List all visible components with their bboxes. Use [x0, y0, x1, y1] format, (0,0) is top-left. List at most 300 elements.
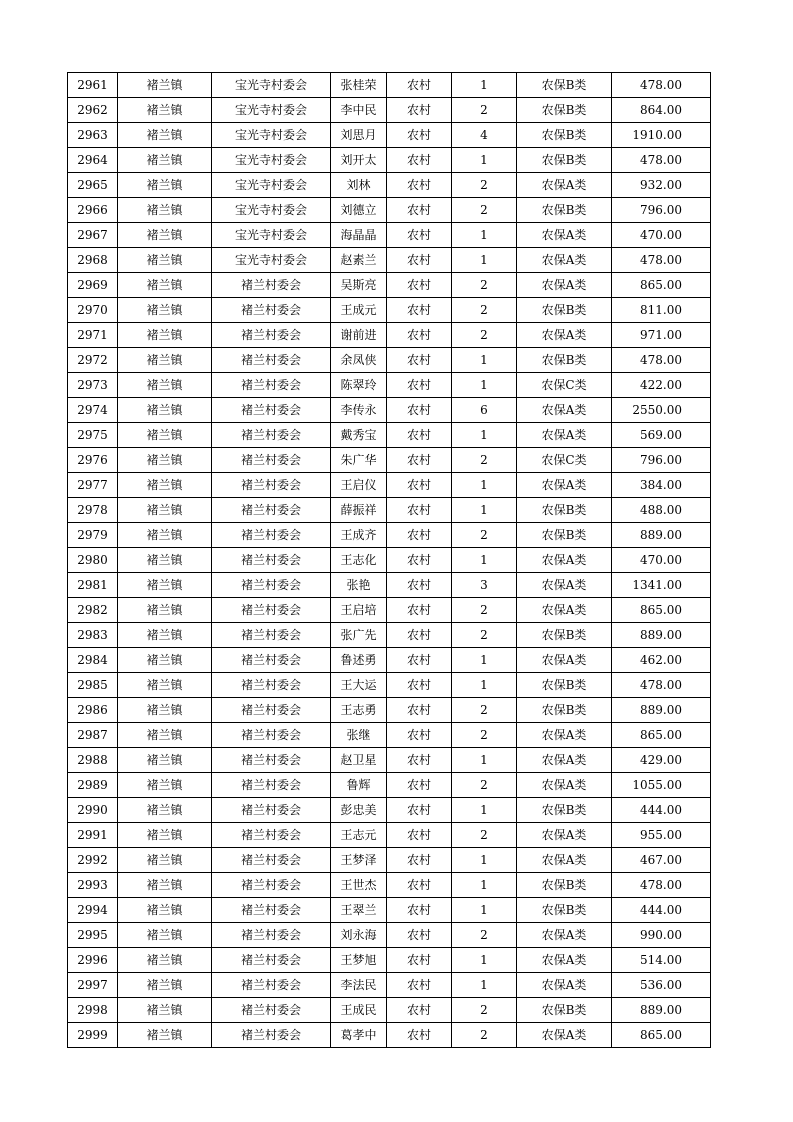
name-cell: 李传永 — [331, 398, 387, 423]
household-type-cell: 农村 — [387, 223, 452, 248]
name-cell: 王翠兰 — [331, 898, 387, 923]
insurance-category-cell: 农保A类 — [517, 248, 612, 273]
name-cell: 薛振祥 — [331, 498, 387, 523]
name-cell: 王梦泽 — [331, 848, 387, 873]
insurance-category-cell: 农保B类 — [517, 148, 612, 173]
row-number: 2985 — [68, 673, 118, 698]
amount-cell: 422.00 — [612, 373, 711, 398]
town-cell: 褚兰镇 — [118, 748, 212, 773]
row-number: 2965 — [68, 173, 118, 198]
village-committee-cell: 褚兰村委会 — [212, 998, 331, 1023]
amount-cell: 889.00 — [612, 623, 711, 648]
amount-cell: 462.00 — [612, 648, 711, 673]
town-cell: 褚兰镇 — [118, 398, 212, 423]
table-row — [68, 273, 711, 298]
town-cell: 褚兰镇 — [118, 848, 212, 873]
village-committee-cell: 褚兰村委会 — [212, 1023, 331, 1048]
insurance-category-cell: 农保B类 — [517, 798, 612, 823]
village-committee-cell: 宝光寺村委会 — [212, 123, 331, 148]
table-row — [68, 948, 711, 973]
records-table-body — [68, 73, 711, 1048]
member-count-cell: 2 — [452, 198, 517, 223]
member-count-cell: 2 — [452, 698, 517, 723]
town-cell: 褚兰镇 — [118, 723, 212, 748]
row-number: 2996 — [68, 948, 118, 973]
table-row — [68, 898, 711, 923]
table-row — [68, 598, 711, 623]
table-row — [68, 198, 711, 223]
insurance-category-cell: 农保B类 — [517, 348, 612, 373]
town-cell: 褚兰镇 — [118, 548, 212, 573]
row-number: 2971 — [68, 323, 118, 348]
row-number: 2968 — [68, 248, 118, 273]
table-row — [68, 123, 711, 148]
insurance-category-cell: 农保A类 — [517, 423, 612, 448]
insurance-category-cell: 农保A类 — [517, 848, 612, 873]
row-number: 2986 — [68, 698, 118, 723]
town-cell: 褚兰镇 — [118, 123, 212, 148]
household-type-cell: 农村 — [387, 298, 452, 323]
records-table — [67, 72, 711, 1048]
row-number: 2995 — [68, 923, 118, 948]
village-committee-cell: 褚兰村委会 — [212, 873, 331, 898]
name-cell: 鲁辉 — [331, 773, 387, 798]
amount-cell: 444.00 — [612, 798, 711, 823]
name-cell: 王启仪 — [331, 473, 387, 498]
village-committee-cell: 褚兰村委会 — [212, 848, 331, 873]
household-type-cell: 农村 — [387, 673, 452, 698]
name-cell: 张桂荣 — [331, 73, 387, 98]
amount-cell: 864.00 — [612, 98, 711, 123]
name-cell: 鲁述勇 — [331, 648, 387, 673]
village-committee-cell: 褚兰村委会 — [212, 898, 331, 923]
row-number: 2961 — [68, 73, 118, 98]
table-row — [68, 823, 711, 848]
household-type-cell: 农村 — [387, 523, 452, 548]
town-cell: 褚兰镇 — [118, 98, 212, 123]
insurance-category-cell: 农保B类 — [517, 698, 612, 723]
insurance-category-cell: 农保B类 — [517, 73, 612, 98]
row-number: 2973 — [68, 373, 118, 398]
household-type-cell: 农村 — [387, 923, 452, 948]
town-cell: 褚兰镇 — [118, 898, 212, 923]
amount-cell: 429.00 — [612, 748, 711, 773]
town-cell: 褚兰镇 — [118, 423, 212, 448]
member-count-cell: 1 — [452, 748, 517, 773]
member-count-cell: 2 — [452, 323, 517, 348]
table-row — [68, 548, 711, 573]
household-type-cell: 农村 — [387, 273, 452, 298]
town-cell: 褚兰镇 — [118, 923, 212, 948]
insurance-category-cell: 农保B类 — [517, 198, 612, 223]
member-count-cell: 2 — [452, 98, 517, 123]
amount-cell: 889.00 — [612, 698, 711, 723]
amount-cell: 478.00 — [612, 148, 711, 173]
village-committee-cell: 宝光寺村委会 — [212, 98, 331, 123]
town-cell: 褚兰镇 — [118, 173, 212, 198]
village-committee-cell: 宝光寺村委会 — [212, 223, 331, 248]
village-committee-cell: 宝光寺村委会 — [212, 248, 331, 273]
member-count-cell: 1 — [452, 648, 517, 673]
name-cell: 赵素兰 — [331, 248, 387, 273]
village-committee-cell: 褚兰村委会 — [212, 623, 331, 648]
table-row — [68, 698, 711, 723]
member-count-cell: 1 — [452, 798, 517, 823]
town-cell: 褚兰镇 — [118, 873, 212, 898]
insurance-category-cell: 农保A类 — [517, 923, 612, 948]
table-row — [68, 323, 711, 348]
name-cell: 王成民 — [331, 998, 387, 1023]
member-count-cell: 1 — [452, 973, 517, 998]
member-count-cell: 1 — [452, 373, 517, 398]
member-count-cell: 3 — [452, 573, 517, 598]
household-type-cell: 农村 — [387, 873, 452, 898]
household-type-cell: 农村 — [387, 573, 452, 598]
village-committee-cell: 褚兰村委会 — [212, 573, 331, 598]
household-type-cell: 农村 — [387, 648, 452, 673]
member-count-cell: 2 — [452, 273, 517, 298]
name-cell: 葛孝中 — [331, 1023, 387, 1048]
household-type-cell: 农村 — [387, 398, 452, 423]
amount-cell: 478.00 — [612, 873, 711, 898]
name-cell: 王志化 — [331, 548, 387, 573]
amount-cell: 889.00 — [612, 998, 711, 1023]
member-count-cell: 1 — [452, 948, 517, 973]
household-type-cell: 农村 — [387, 73, 452, 98]
town-cell: 褚兰镇 — [118, 698, 212, 723]
row-number: 2966 — [68, 198, 118, 223]
village-committee-cell: 褚兰村委会 — [212, 823, 331, 848]
member-count-cell: 2 — [452, 523, 517, 548]
table-row — [68, 998, 711, 1023]
table-row — [68, 973, 711, 998]
row-number: 2978 — [68, 498, 118, 523]
name-cell: 王志勇 — [331, 698, 387, 723]
name-cell: 吴斯亮 — [331, 273, 387, 298]
name-cell: 王大运 — [331, 673, 387, 698]
household-type-cell: 农村 — [387, 1023, 452, 1048]
insurance-category-cell: 农保A类 — [517, 823, 612, 848]
insurance-category-cell: 农保B类 — [517, 998, 612, 1023]
town-cell: 褚兰镇 — [118, 623, 212, 648]
name-cell: 彭忠美 — [331, 798, 387, 823]
household-type-cell: 农村 — [387, 248, 452, 273]
row-number: 2970 — [68, 298, 118, 323]
member-count-cell: 1 — [452, 223, 517, 248]
table-row — [68, 148, 711, 173]
name-cell: 刘林 — [331, 173, 387, 198]
amount-cell: 478.00 — [612, 673, 711, 698]
row-number: 2964 — [68, 148, 118, 173]
name-cell: 刘德立 — [331, 198, 387, 223]
amount-cell: 865.00 — [612, 273, 711, 298]
insurance-category-cell: 农保A类 — [517, 723, 612, 748]
insurance-category-cell: 农保B类 — [517, 873, 612, 898]
town-cell: 褚兰镇 — [118, 498, 212, 523]
household-type-cell: 农村 — [387, 823, 452, 848]
village-committee-cell: 褚兰村委会 — [212, 723, 331, 748]
amount-cell: 889.00 — [612, 523, 711, 548]
amount-cell: 514.00 — [612, 948, 711, 973]
household-type-cell: 农村 — [387, 148, 452, 173]
village-committee-cell: 褚兰村委会 — [212, 398, 331, 423]
amount-cell: 467.00 — [612, 848, 711, 873]
name-cell: 海晶晶 — [331, 223, 387, 248]
table-row — [68, 98, 711, 123]
amount-cell: 865.00 — [612, 723, 711, 748]
name-cell: 王成元 — [331, 298, 387, 323]
village-committee-cell: 褚兰村委会 — [212, 448, 331, 473]
town-cell: 褚兰镇 — [118, 573, 212, 598]
town-cell: 褚兰镇 — [118, 298, 212, 323]
household-type-cell: 农村 — [387, 423, 452, 448]
town-cell: 褚兰镇 — [118, 198, 212, 223]
town-cell: 褚兰镇 — [118, 998, 212, 1023]
name-cell: 谢前进 — [331, 323, 387, 348]
household-type-cell: 农村 — [387, 98, 452, 123]
town-cell: 褚兰镇 — [118, 348, 212, 373]
household-type-cell: 农村 — [387, 548, 452, 573]
table-row — [68, 673, 711, 698]
member-count-cell: 1 — [452, 873, 517, 898]
insurance-category-cell: 农保A类 — [517, 948, 612, 973]
row-number: 2983 — [68, 623, 118, 648]
member-count-cell: 2 — [452, 1023, 517, 1048]
row-number: 2980 — [68, 548, 118, 573]
insurance-category-cell: 农保B类 — [517, 498, 612, 523]
amount-cell: 1055.00 — [612, 773, 711, 798]
table-row — [68, 923, 711, 948]
name-cell: 王启培 — [331, 598, 387, 623]
town-cell: 褚兰镇 — [118, 223, 212, 248]
village-committee-cell: 褚兰村委会 — [212, 498, 331, 523]
row-number: 2962 — [68, 98, 118, 123]
row-number: 2969 — [68, 273, 118, 298]
household-type-cell: 农村 — [387, 973, 452, 998]
town-cell: 褚兰镇 — [118, 648, 212, 673]
table-row — [68, 648, 711, 673]
insurance-category-cell: 农保A类 — [517, 223, 612, 248]
member-count-cell: 1 — [452, 473, 517, 498]
household-type-cell: 农村 — [387, 723, 452, 748]
insurance-category-cell: 农保A类 — [517, 973, 612, 998]
town-cell: 褚兰镇 — [118, 523, 212, 548]
table-row — [68, 848, 711, 873]
member-count-cell: 1 — [452, 148, 517, 173]
insurance-category-cell: 农保C类 — [517, 448, 612, 473]
amount-cell: 2550.00 — [612, 398, 711, 423]
village-committee-cell: 宝光寺村委会 — [212, 173, 331, 198]
town-cell: 褚兰镇 — [118, 448, 212, 473]
village-committee-cell: 宝光寺村委会 — [212, 73, 331, 98]
town-cell: 褚兰镇 — [118, 323, 212, 348]
village-committee-cell: 褚兰村委会 — [212, 523, 331, 548]
insurance-category-cell: 农保B类 — [517, 298, 612, 323]
town-cell: 褚兰镇 — [118, 773, 212, 798]
row-number: 2974 — [68, 398, 118, 423]
member-count-cell: 1 — [452, 248, 517, 273]
name-cell: 刘思月 — [331, 123, 387, 148]
amount-cell: 444.00 — [612, 898, 711, 923]
village-committee-cell: 褚兰村委会 — [212, 698, 331, 723]
name-cell: 王世杰 — [331, 873, 387, 898]
household-type-cell: 农村 — [387, 623, 452, 648]
insurance-category-cell: 农保B类 — [517, 673, 612, 698]
row-number: 2979 — [68, 523, 118, 548]
amount-cell: 971.00 — [612, 323, 711, 348]
household-type-cell: 农村 — [387, 373, 452, 398]
town-cell: 褚兰镇 — [118, 148, 212, 173]
town-cell: 褚兰镇 — [118, 248, 212, 273]
household-type-cell: 农村 — [387, 323, 452, 348]
row-number: 2999 — [68, 1023, 118, 1048]
insurance-category-cell: 农保A类 — [517, 773, 612, 798]
village-committee-cell: 褚兰村委会 — [212, 648, 331, 673]
amount-cell: 990.00 — [612, 923, 711, 948]
insurance-category-cell: 农保B类 — [517, 898, 612, 923]
household-type-cell: 农村 — [387, 473, 452, 498]
household-type-cell: 农村 — [387, 773, 452, 798]
row-number: 2972 — [68, 348, 118, 373]
member-count-cell: 1 — [452, 548, 517, 573]
amount-cell: 796.00 — [612, 198, 711, 223]
row-number: 2987 — [68, 723, 118, 748]
village-committee-cell: 褚兰村委会 — [212, 473, 331, 498]
town-cell: 褚兰镇 — [118, 973, 212, 998]
name-cell: 王梦旭 — [331, 948, 387, 973]
table-row — [68, 298, 711, 323]
name-cell: 李法民 — [331, 973, 387, 998]
insurance-category-cell: 农保A类 — [517, 648, 612, 673]
amount-cell: 796.00 — [612, 448, 711, 473]
table-row — [68, 798, 711, 823]
table-row — [68, 523, 711, 548]
insurance-category-cell: 农保A类 — [517, 173, 612, 198]
table-row — [68, 748, 711, 773]
amount-cell: 478.00 — [612, 348, 711, 373]
household-type-cell: 农村 — [387, 448, 452, 473]
row-number: 2988 — [68, 748, 118, 773]
town-cell: 褚兰镇 — [118, 798, 212, 823]
insurance-category-cell: 农保A类 — [517, 548, 612, 573]
member-count-cell: 1 — [452, 348, 517, 373]
village-committee-cell: 褚兰村委会 — [212, 973, 331, 998]
table-row — [68, 348, 711, 373]
amount-cell: 1910.00 — [612, 123, 711, 148]
table-row — [68, 1023, 711, 1048]
name-cell: 赵卫星 — [331, 748, 387, 773]
village-committee-cell: 褚兰村委会 — [212, 548, 331, 573]
insurance-category-cell: 农保A类 — [517, 748, 612, 773]
name-cell: 张艳 — [331, 573, 387, 598]
amount-cell: 811.00 — [612, 298, 711, 323]
village-committee-cell: 褚兰村委会 — [212, 273, 331, 298]
town-cell: 褚兰镇 — [118, 373, 212, 398]
household-type-cell: 农村 — [387, 848, 452, 873]
table-row — [68, 498, 711, 523]
name-cell: 陈翠玲 — [331, 373, 387, 398]
row-number: 2976 — [68, 448, 118, 473]
village-committee-cell: 褚兰村委会 — [212, 948, 331, 973]
name-cell: 刘开太 — [331, 148, 387, 173]
member-count-cell: 1 — [452, 498, 517, 523]
table-row — [68, 173, 711, 198]
member-count-cell: 2 — [452, 923, 517, 948]
table-row — [68, 623, 711, 648]
village-committee-cell: 褚兰村委会 — [212, 773, 331, 798]
town-cell: 褚兰镇 — [118, 598, 212, 623]
member-count-cell: 2 — [452, 173, 517, 198]
name-cell: 张继 — [331, 723, 387, 748]
row-number: 2967 — [68, 223, 118, 248]
insurance-category-cell: 农保B类 — [517, 98, 612, 123]
insurance-category-cell: 农保B类 — [517, 523, 612, 548]
town-cell: 褚兰镇 — [118, 473, 212, 498]
village-committee-cell: 褚兰村委会 — [212, 748, 331, 773]
insurance-category-cell: 农保A类 — [517, 573, 612, 598]
household-type-cell: 农村 — [387, 898, 452, 923]
household-type-cell: 农村 — [387, 598, 452, 623]
table-row — [68, 223, 711, 248]
name-cell: 朱广华 — [331, 448, 387, 473]
row-number: 2977 — [68, 473, 118, 498]
village-committee-cell: 褚兰村委会 — [212, 923, 331, 948]
member-count-cell: 2 — [452, 823, 517, 848]
household-type-cell: 农村 — [387, 948, 452, 973]
table-row — [68, 73, 711, 98]
name-cell: 刘永海 — [331, 923, 387, 948]
village-committee-cell: 褚兰村委会 — [212, 373, 331, 398]
town-cell: 褚兰镇 — [118, 823, 212, 848]
amount-cell: 1341.00 — [612, 573, 711, 598]
town-cell: 褚兰镇 — [118, 948, 212, 973]
name-cell: 李中民 — [331, 98, 387, 123]
village-committee-cell: 褚兰村委会 — [212, 348, 331, 373]
name-cell: 张广先 — [331, 623, 387, 648]
amount-cell: 384.00 — [612, 473, 711, 498]
village-committee-cell: 褚兰村委会 — [212, 798, 331, 823]
household-type-cell: 农村 — [387, 998, 452, 1023]
row-number: 2991 — [68, 823, 118, 848]
village-committee-cell: 宝光寺村委会 — [212, 148, 331, 173]
village-committee-cell: 褚兰村委会 — [212, 598, 331, 623]
row-number: 2994 — [68, 898, 118, 923]
row-number: 2990 — [68, 798, 118, 823]
insurance-category-cell: 农保B类 — [517, 123, 612, 148]
table-row — [68, 373, 711, 398]
household-type-cell: 农村 — [387, 123, 452, 148]
row-number: 2997 — [68, 973, 118, 998]
row-number: 2984 — [68, 648, 118, 673]
member-count-cell: 2 — [452, 773, 517, 798]
insurance-category-cell: 农保A类 — [517, 473, 612, 498]
village-committee-cell: 褚兰村委会 — [212, 423, 331, 448]
amount-cell: 536.00 — [612, 973, 711, 998]
amount-cell: 488.00 — [612, 498, 711, 523]
amount-cell: 865.00 — [612, 598, 711, 623]
name-cell: 王志元 — [331, 823, 387, 848]
village-committee-cell: 褚兰村委会 — [212, 673, 331, 698]
row-number: 2993 — [68, 873, 118, 898]
household-type-cell: 农村 — [387, 748, 452, 773]
member-count-cell: 1 — [452, 423, 517, 448]
village-committee-cell: 褚兰村委会 — [212, 298, 331, 323]
insurance-category-cell: 农保A类 — [517, 273, 612, 298]
table-row — [68, 723, 711, 748]
row-number: 2981 — [68, 573, 118, 598]
village-committee-cell: 宝光寺村委会 — [212, 198, 331, 223]
table-row — [68, 248, 711, 273]
